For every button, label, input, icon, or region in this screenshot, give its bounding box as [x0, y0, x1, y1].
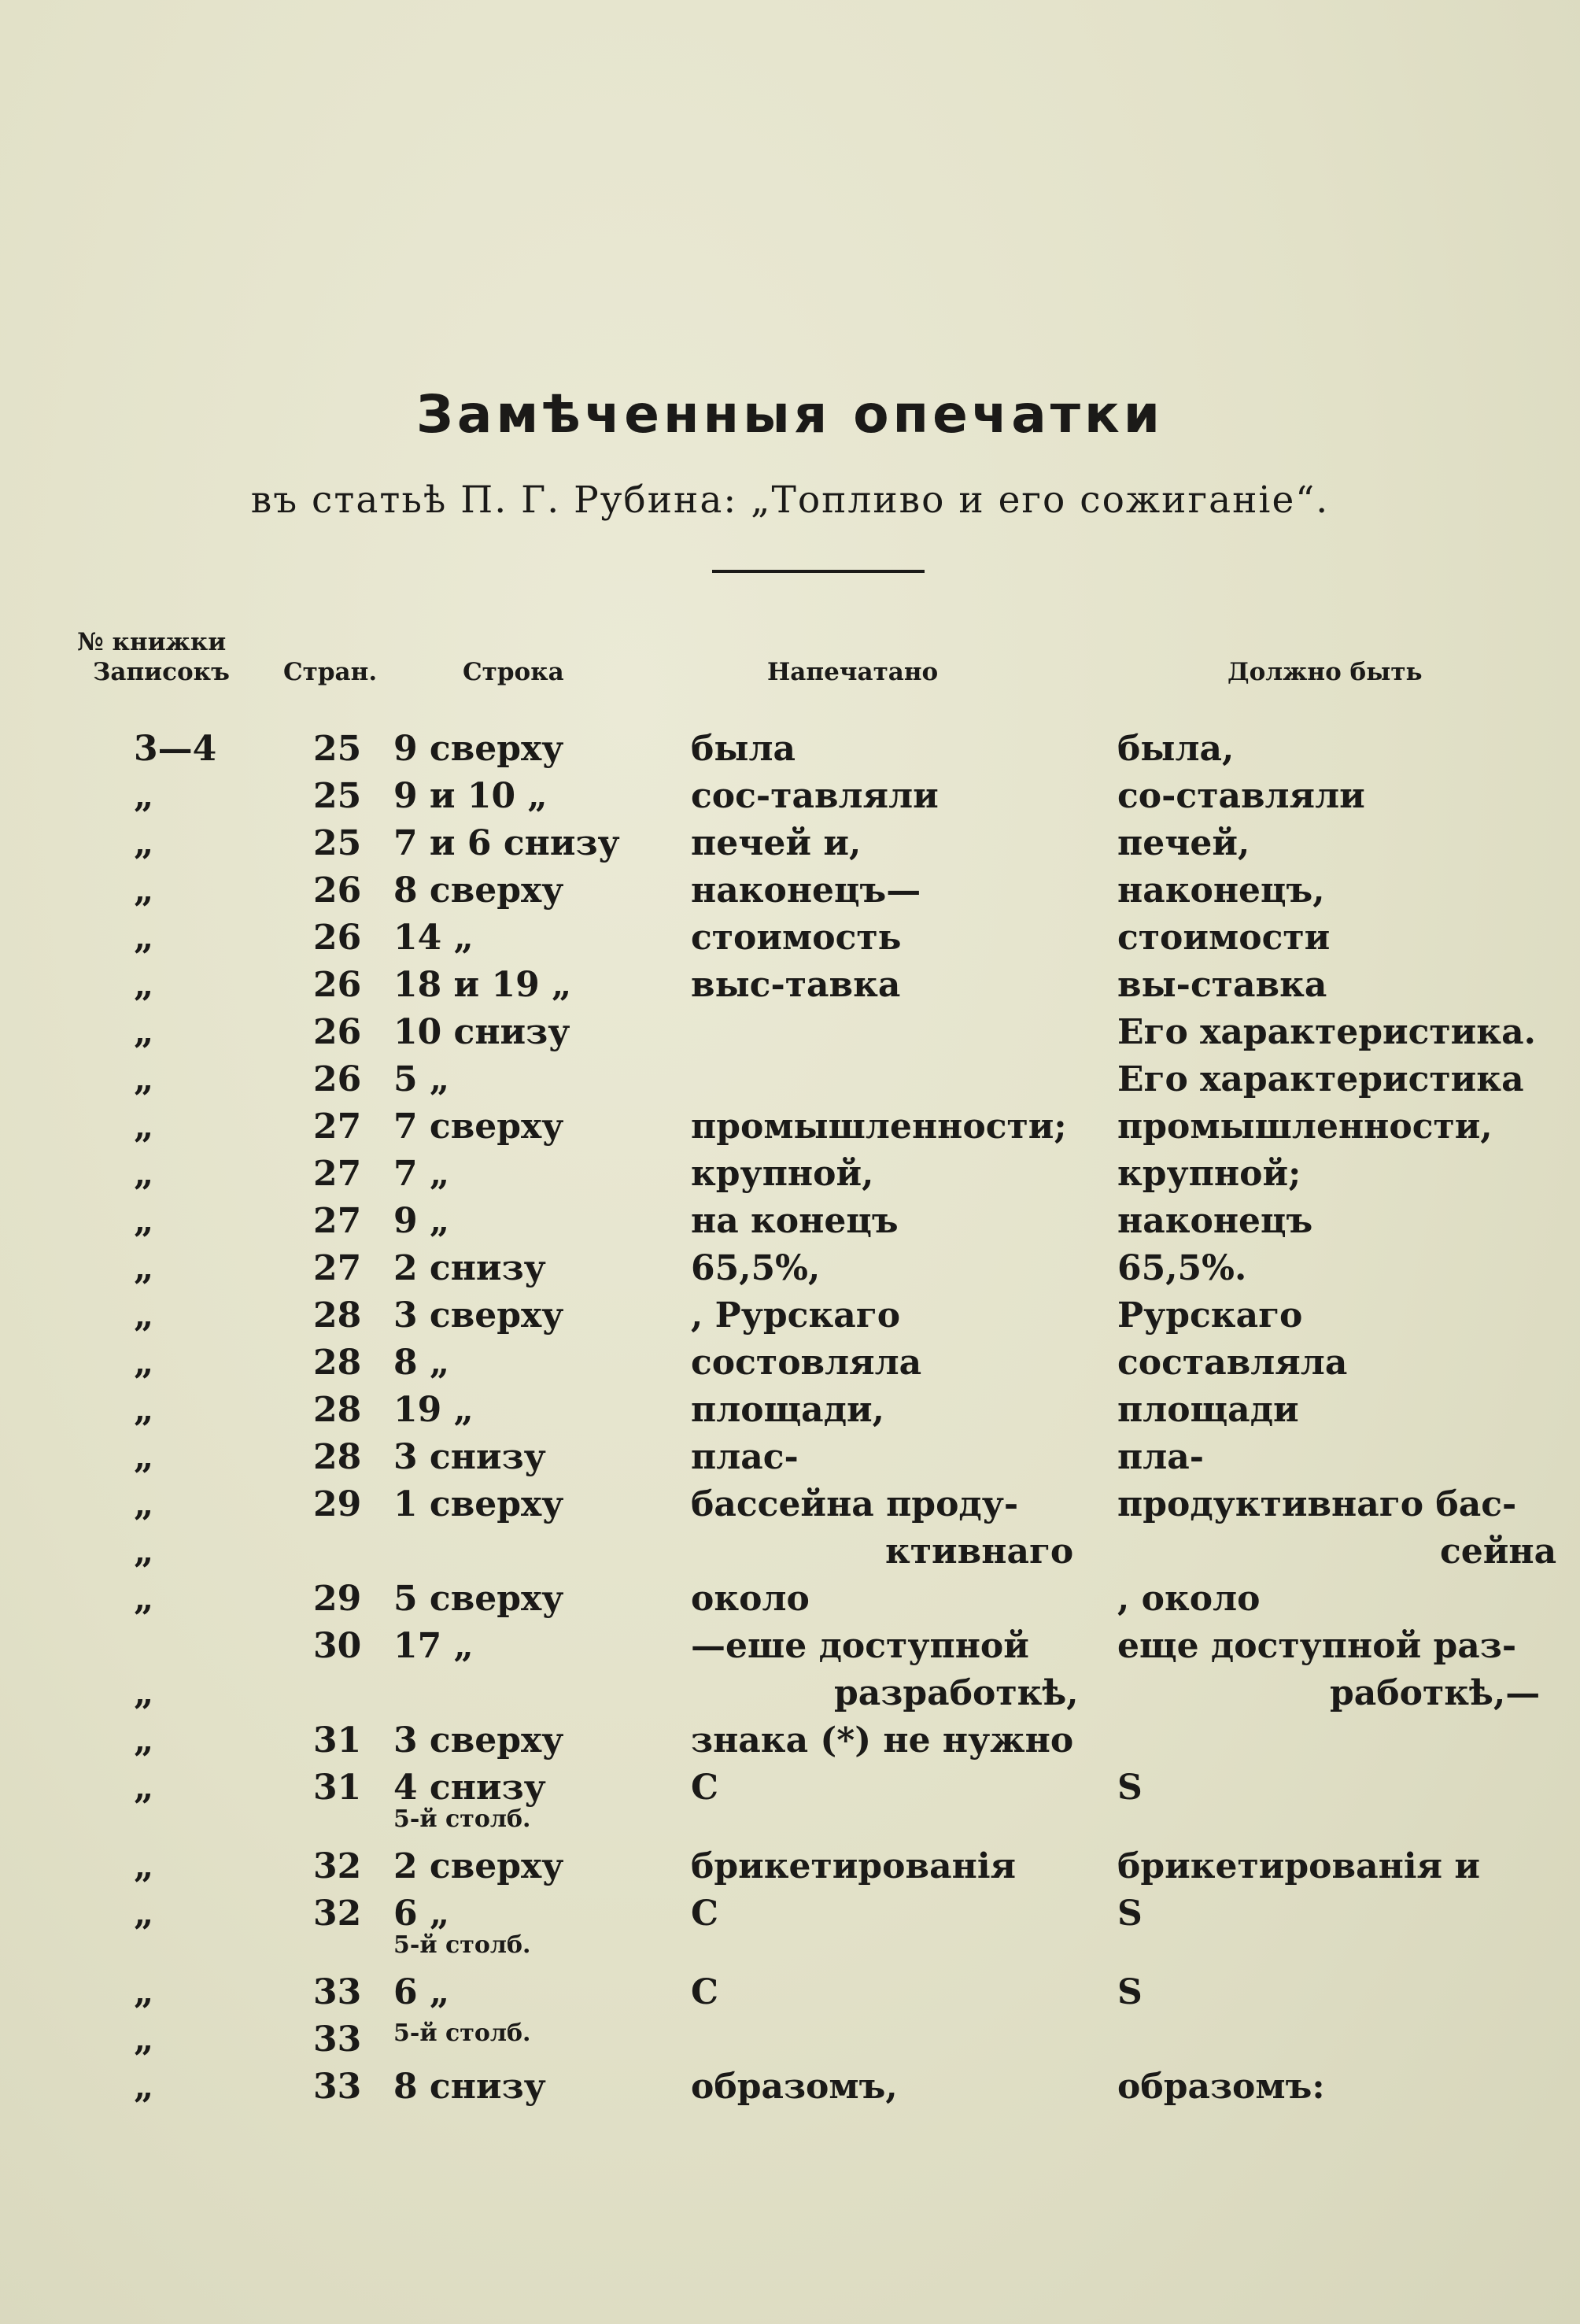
volume-cell: „ — [134, 1531, 154, 1572]
volume-cell: „ — [134, 823, 154, 863]
printed-cell: бассейна проду- — [691, 1484, 1019, 1524]
page-cell: 25 — [313, 776, 362, 816]
table-row — [0, 1484, 1580, 1531]
table-row — [0, 1295, 1580, 1343]
should-be-cell: , около — [1117, 1579, 1261, 1619]
printed-cell: плас- — [691, 1437, 799, 1477]
line-cell: 4 снизу — [393, 1768, 546, 1808]
table-row — [0, 2067, 1580, 2114]
printed-cell: знака (*) не нужно — [691, 1720, 1074, 1761]
printed-cell: крупной, — [691, 1154, 874, 1194]
volume-cell: „ — [134, 1201, 154, 1241]
printed-cell: —еше доступной — [691, 1626, 1029, 1666]
line-cell: 3 сверху — [393, 1720, 564, 1761]
line-cell: 10 снизу — [393, 1012, 570, 1052]
table-row — [0, 823, 1580, 870]
should-be-cell: продуктивнаго бас- — [1117, 1484, 1517, 1524]
volume-cell: „ — [134, 1768, 154, 1808]
volume-cell: „ — [134, 1390, 154, 1430]
should-be-cell: 65,5%. — [1117, 1248, 1247, 1288]
table-row — [0, 1626, 1580, 1673]
should-be-cell: образомъ: — [1117, 2067, 1325, 2107]
printed-cell: была — [691, 729, 796, 769]
should-be-cell: наконецъ, — [1117, 870, 1325, 911]
volume-cell: „ — [134, 965, 154, 1005]
printed-cell: площади, — [691, 1390, 884, 1430]
table-row — [0, 965, 1580, 1012]
table-row — [0, 1107, 1580, 1154]
page-cell: 25 — [313, 823, 362, 863]
volume-cell: „ — [134, 1579, 154, 1619]
line-cell: 5-й столб. — [393, 1931, 531, 1959]
printed-cell: C — [691, 1972, 719, 2012]
should-be-cell: S — [1117, 1972, 1143, 2012]
printed-cell: сос-тавляли — [691, 776, 939, 816]
should-be-cell: Его характеристика — [1117, 1059, 1524, 1099]
line-cell: 2 снизу — [393, 1248, 546, 1288]
should-be-cell: работкѣ,— — [1330, 1673, 1541, 1713]
header-page: Стран. — [283, 658, 378, 686]
printed-cell: C — [691, 1894, 719, 1934]
line-cell: 8 „ — [393, 1343, 450, 1383]
page-cell: 28 — [313, 1295, 362, 1336]
table-row — [0, 1846, 1580, 1894]
should-be-cell: была, — [1117, 729, 1235, 769]
line-cell: 3 снизу — [393, 1437, 546, 1477]
should-be-cell: брикетированія и — [1117, 1846, 1480, 1886]
line-cell: 18 и 19 „ — [393, 965, 572, 1005]
page-cell: 33 — [313, 2019, 362, 2060]
page-cell: 27 — [313, 1107, 362, 1147]
page-cell: 27 — [313, 1201, 362, 1241]
line-cell: 3 сверху — [393, 1295, 564, 1336]
volume-cell: „ — [134, 870, 154, 911]
page-cell: 31 — [313, 1768, 362, 1808]
line-cell: 5 сверху — [393, 1579, 564, 1619]
table-row — [0, 1972, 1580, 2019]
line-cell: 5-й столб. — [393, 2019, 531, 2047]
line-cell: 7 и 6 снизу — [393, 823, 620, 863]
should-be-cell: еще доступной раз- — [1117, 1626, 1517, 1666]
should-be-cell: S — [1117, 1894, 1143, 1934]
volume-cell: „ — [134, 1437, 154, 1477]
should-be-cell: пла- — [1117, 1437, 1204, 1477]
should-be-cell: площади — [1117, 1390, 1299, 1430]
volume-cell: „ — [134, 1154, 154, 1194]
line-cell: 1 сверху — [393, 1484, 564, 1524]
header-should-be: Должно быть — [1227, 658, 1423, 686]
header-volume-line2: Записокъ — [93, 658, 230, 686]
printed-cell: C — [691, 1768, 719, 1808]
header-volume-line1: № книжки — [77, 628, 227, 656]
page-cell: 25 — [313, 729, 362, 769]
printed-cell: около — [691, 1579, 810, 1619]
volume-cell: „ — [134, 1673, 154, 1713]
printed-cell: печей и, — [691, 823, 862, 863]
page-subtitle: въ статьѣ П. Г. Рубина: „Топливо и его сожиганіе“. — [250, 478, 1330, 522]
printed-cell: разработкѣ, — [834, 1673, 1079, 1713]
page-cell: 33 — [313, 2067, 362, 2107]
printed-cell: стоимость — [691, 918, 902, 958]
table-row — [0, 1201, 1580, 1248]
page-cell: 30 — [313, 1626, 362, 1666]
page-cell: 32 — [313, 1894, 362, 1934]
line-cell: 9 сверху — [393, 729, 564, 769]
volume-cell: „ — [134, 1343, 154, 1383]
volume-cell: „ — [134, 1107, 154, 1147]
volume-cell: „ — [134, 2019, 154, 2060]
page-cell: 28 — [313, 1343, 362, 1383]
volume-cell: „ — [134, 2067, 154, 2107]
page-cell: 28 — [313, 1390, 362, 1430]
printed-cell: наконецъ— — [691, 870, 921, 911]
volume-cell: „ — [134, 1059, 154, 1099]
page-cell: 29 — [313, 1484, 362, 1524]
printed-cell: выс-тавка — [691, 965, 901, 1005]
table-row — [0, 1437, 1580, 1484]
table-row — [0, 776, 1580, 823]
table-row — [0, 729, 1580, 776]
page-cell: 32 — [313, 1846, 362, 1886]
page-cell: 31 — [313, 1720, 362, 1761]
should-be-cell: S — [1117, 1768, 1143, 1808]
page-cell: 27 — [313, 1154, 362, 1194]
should-be-cell: составляла — [1117, 1343, 1348, 1383]
page-cell: 29 — [313, 1579, 362, 1619]
printed-cell: , Рурскаго — [691, 1295, 901, 1336]
table-row — [0, 1343, 1580, 1390]
printed-cell: 65,5%, — [691, 1248, 821, 1288]
line-cell: 9 „ — [393, 1201, 450, 1241]
page-cell: 33 — [313, 1972, 362, 2012]
line-cell: 14 „ — [393, 918, 474, 958]
line-cell: 8 снизу — [393, 2067, 546, 2107]
volume-cell: „ — [134, 1720, 154, 1761]
table-row — [0, 1931, 1580, 1979]
line-cell: 6 „ — [393, 1972, 450, 2012]
volume-cell: „ — [134, 918, 154, 958]
line-cell: 2 сверху — [393, 1846, 564, 1886]
line-cell: 7 „ — [393, 1154, 450, 1194]
should-be-cell: сейна — [1440, 1531, 1557, 1572]
should-be-cell: промышленности, — [1117, 1107, 1493, 1147]
printed-cell: на конецъ — [691, 1201, 899, 1241]
volume-cell: „ — [134, 1248, 154, 1288]
line-cell: 5 „ — [393, 1059, 450, 1099]
table-row — [0, 1579, 1580, 1626]
printed-cell: состовляла — [691, 1343, 922, 1383]
should-be-cell: вы-ставка — [1117, 965, 1327, 1005]
page-cell: 26 — [313, 1059, 362, 1099]
table-row — [0, 1390, 1580, 1437]
page-cell: 26 — [313, 918, 362, 958]
table-row — [0, 1673, 1580, 1720]
table-row — [0, 2019, 1580, 2067]
table-row — [0, 870, 1580, 918]
table-row — [0, 1154, 1580, 1201]
page-cell: 27 — [313, 1248, 362, 1288]
printed-cell: ктивнаго — [885, 1531, 1074, 1572]
volume-cell: 3—4 — [134, 729, 217, 769]
printed-cell: образомъ, — [691, 2067, 898, 2107]
table-row — [0, 1248, 1580, 1295]
line-cell: 8 сверху — [393, 870, 564, 911]
line-cell: 7 сверху — [393, 1107, 564, 1147]
volume-cell: „ — [134, 1972, 154, 2012]
volume-cell: „ — [134, 1012, 154, 1052]
line-cell: 17 „ — [393, 1626, 474, 1666]
should-be-cell: со-ставляли — [1117, 776, 1365, 816]
table-row — [0, 1805, 1580, 1853]
should-be-cell: Рурскаго — [1117, 1295, 1303, 1336]
table-row — [0, 1720, 1580, 1768]
title-divider — [712, 570, 925, 573]
volume-cell: „ — [134, 776, 154, 816]
header-printed: Напечатано — [767, 658, 939, 686]
should-be-cell: печей, — [1117, 823, 1250, 863]
printed-cell: промышленности; — [691, 1107, 1067, 1147]
volume-cell: „ — [134, 1846, 154, 1886]
should-be-cell: наконецъ — [1117, 1201, 1313, 1241]
table-row — [0, 1059, 1580, 1107]
line-cell: 5-й столб. — [393, 1805, 531, 1833]
page-cell: 26 — [313, 965, 362, 1005]
table-row — [0, 1012, 1580, 1059]
page-cell: 28 — [313, 1437, 362, 1477]
table-row — [0, 918, 1580, 965]
table-row — [0, 1531, 1580, 1579]
volume-cell: „ — [134, 1295, 154, 1336]
header-line: Строка — [463, 658, 564, 686]
page-cell: 26 — [313, 870, 362, 911]
line-cell: 6 „ — [393, 1894, 450, 1934]
should-be-cell: Его характеристика. — [1117, 1012, 1536, 1052]
should-be-cell: стоимости — [1117, 918, 1331, 958]
page-title: Замѣченныя опечатки — [415, 384, 1165, 445]
line-cell: 9 и 10 „ — [393, 776, 548, 816]
should-be-cell: крупной; — [1117, 1154, 1301, 1194]
printed-cell: брикетированія — [691, 1846, 1017, 1886]
volume-cell: „ — [134, 1484, 154, 1524]
volume-cell: „ — [134, 1894, 154, 1934]
page-cell: 26 — [313, 1012, 362, 1052]
line-cell: 19 „ — [393, 1390, 474, 1430]
